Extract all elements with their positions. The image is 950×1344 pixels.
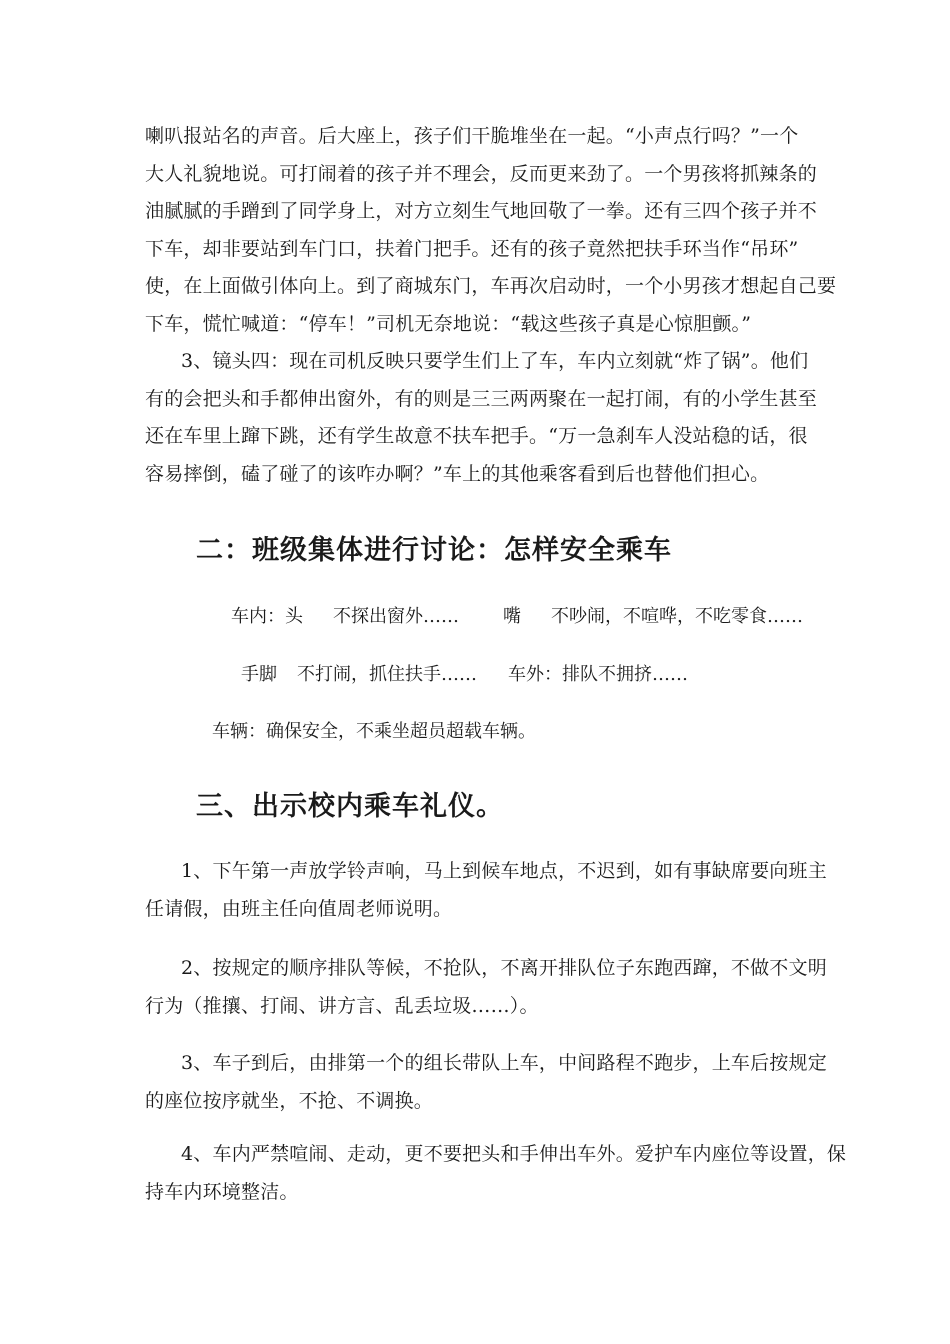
rule-line: 任请假，由班主任向值周老师说明。 — [145, 897, 453, 920]
paragraph-line: 3、镜头四：现在司机反映只要学生们上了车，车内立刻就“炸了锅”。他们 — [181, 350, 809, 372]
hands-feet-text: 不打闹，抓住扶手…… — [297, 664, 477, 685]
inside-mouth-text: 不吵闹，不喧哗，不吃零食…… — [551, 606, 803, 627]
inside-head-label: 车内：头 — [231, 606, 303, 627]
section-three-heading: 三、出示校内乘车礼仪。 — [196, 791, 504, 822]
discussion-row-hands — [0, 660, 950, 690]
top-paragraph — [145, 118, 837, 343]
rule-item — [145, 950, 827, 1025]
rule-line: 持车内环境整洁。 — [145, 1180, 299, 1203]
section-two-heading: 二：班级集体进行讨论：怎样安全乘车 — [196, 535, 672, 566]
paragraph-line: 喇叭报站名的声音。后大座上，孩子们干脆堆坐在一起。“小声点行吗？”一个 — [145, 125, 799, 147]
rule-item — [145, 1045, 827, 1120]
paragraph-line: 使，在上面做引体向上。到了商城东门，车再次启动时，一个小男孩才想起自己要 — [145, 275, 837, 297]
paragraph-line: 有的会把头和手都伸出窗外，有的则是三三两两聚在一起打闹，有的小学生甚至 — [145, 387, 818, 410]
hands-feet-label: 手脚 — [241, 664, 277, 685]
inside-head-text: 不探出窗外…… — [333, 606, 459, 627]
inside-mouth-label: 嘴 — [503, 606, 521, 627]
scene-four-paragraph — [145, 343, 818, 493]
paragraph-line: 下车，却非要站到车门口，扶着门把手。还有的孩子竟然把扶手环当作“吊环” — [145, 237, 799, 260]
rule-line: 1、下午第一声放学铃声响，马上到候车地点，不迟到，如有事缺席要向班主 — [181, 860, 827, 882]
rule-line: 4、车内严禁喧闹、走动，更不要把头和手伸出车外。爱护车内座位等设置，保 — [181, 1143, 847, 1165]
paragraph-line: 油腻腻的手蹭到了同学身上，对方立刻生气地回敬了一拳。还有三四个孩子并不 — [145, 200, 818, 222]
outside-text: 车外：排队不拥挤…… — [508, 664, 688, 685]
paragraph-line: 容易摔倒，磕了碰了的该咋办啊？”车上的其他乘客看到后也替他们担心。 — [145, 462, 770, 485]
rule-item — [145, 1136, 847, 1211]
rule-line: 行为（推攘、打闹、讲方言、乱丢垃圾……）。 — [145, 994, 539, 1017]
rule-line: 的座位按序就坐，不抢、不调换。 — [145, 1089, 434, 1112]
vehicle-text: 车辆：确保安全，不乘坐超员超载车辆。 — [212, 721, 536, 742]
rule-line: 3、车子到后，由排第一个的组长带队上车，中间路程不跑步，上车后按规定 — [181, 1052, 827, 1074]
paragraph-line: 还在车里上蹿下跳，还有学生故意不扶车把手。“万一急刹车人没站稳的话，很 — [145, 425, 808, 447]
paragraph-line: 下车，慌忙喊道：“停车！”司机无奈地说：“载这些孩子真是心惊胆颤。” — [145, 312, 752, 335]
discussion-row-vehicle — [0, 717, 950, 747]
paragraph-line: 大人礼貌地说。可打闹着的孩子并不理会，反而更来劲了。一个男孩将抓辣条的 — [145, 162, 818, 185]
rule-line: 2、按规定的顺序排队等候，不抢队，不离开排队位子东跑西蹿，不做不文明 — [181, 957, 827, 979]
discussion-row-inside — [0, 602, 950, 632]
rule-item — [145, 853, 827, 928]
